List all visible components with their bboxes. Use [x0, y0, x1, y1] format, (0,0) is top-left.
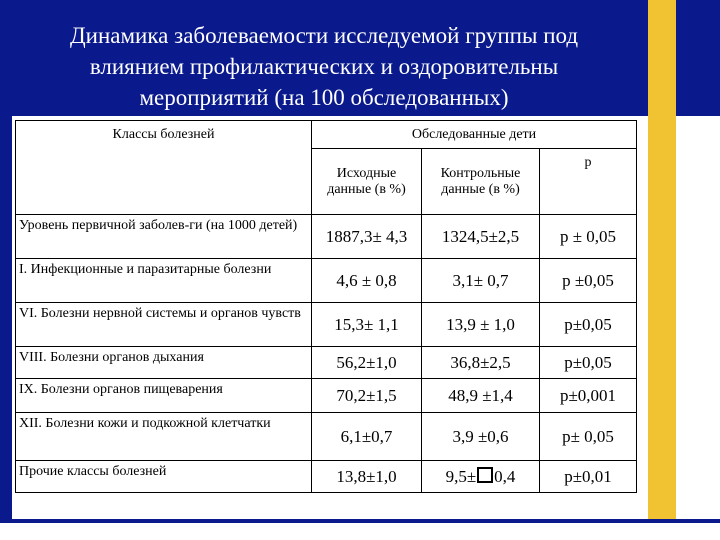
initial-value: 15,3± 1,1: [312, 303, 422, 347]
table-row: [16, 303, 637, 347]
table-row: [16, 215, 637, 259]
control-value: 13,9 ± 1,0: [422, 303, 540, 347]
row-label: I. Инфекционные и паразитарные болезни: [16, 259, 312, 303]
morbidity-table: [15, 120, 637, 493]
control-value: [422, 461, 540, 493]
control-value: 36,8±2,5: [422, 347, 540, 379]
control-value-suffix: 0,4: [494, 466, 516, 486]
p-value: р ± 0,05: [540, 215, 637, 259]
left-accent-bar: [0, 116, 12, 520]
header-classes: Классы болезней: [16, 121, 312, 215]
control-value-prefix: 9,5±: [445, 466, 477, 486]
initial-value: 13,8±1,0: [312, 461, 422, 493]
p-value: р±0,001: [540, 379, 637, 413]
control-value: 3,9 ±0,6: [422, 413, 540, 461]
table-header-row: [16, 121, 637, 149]
slide-title-line-3: мероприятий (на 100 обследованных): [139, 85, 509, 110]
slide-title-line-1: Динамика заболеваемости исследуемой группы под: [69, 23, 579, 48]
header-p: р: [540, 149, 637, 215]
p-value: р±0,05: [540, 303, 637, 347]
initial-value: 6,1±0,7: [312, 413, 422, 461]
control-value: 3,1± 0,7: [422, 259, 540, 303]
table-row: [16, 347, 637, 379]
p-value: р ±0,05: [540, 259, 637, 303]
row-label: XII. Болезни кожи и подкожной клетчатки: [16, 413, 312, 461]
initial-value: 70,2±1,5: [312, 379, 422, 413]
header-initial-data: Исходные данные (в %): [312, 149, 422, 215]
p-value: р±0,05: [540, 347, 637, 379]
side-gold-stripe: [648, 116, 676, 520]
table-row: [16, 379, 637, 413]
table-row: [16, 413, 637, 461]
initial-value: 56,2±1,0: [312, 347, 422, 379]
row-label: Уровень первичной заболев-ги (на 1000 детей): [16, 215, 312, 259]
initial-value: 4,6 ± 0,8: [312, 259, 422, 303]
bottom-accent-line: [0, 519, 720, 523]
row-label: Прочие классы болезней: [16, 461, 312, 493]
table-row: [16, 461, 637, 493]
p-value: р±0,01: [540, 461, 637, 493]
slide-title-line-2: влиянием профилактических и оздоровительны: [89, 54, 559, 79]
missing-glyph-box-icon: [477, 467, 493, 483]
row-label: VI. Болезни нервной системы и органов чувств: [16, 303, 312, 347]
control-value: 1324,5±2,5: [422, 215, 540, 259]
row-label: VIII. Болезни органов дыхания: [16, 347, 312, 379]
initial-value: 1887,3± 4,3: [312, 215, 422, 259]
gold-accent-stripe: [648, 0, 676, 116]
slide-title: [14, 20, 634, 113]
control-value: 48,9 ±1,4: [422, 379, 540, 413]
header-control-data: Контрольные данные (в %): [422, 149, 540, 215]
table-row: [16, 259, 637, 303]
p-value: р± 0,05: [540, 413, 637, 461]
blue-accent-stripe: [688, 0, 720, 116]
header-examined-children: Обследованные дети: [312, 121, 637, 149]
row-label: IX. Болезни органов пищеварения: [16, 379, 312, 413]
